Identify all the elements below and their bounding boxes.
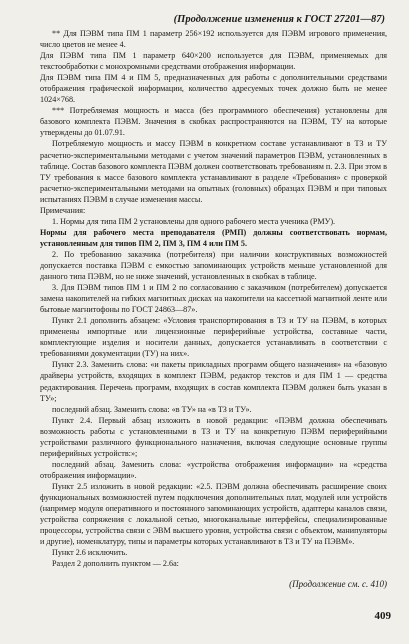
page-header: (Продолжение изменения к ГОСТ 27201—87) — [173, 14, 385, 25]
document-body — [40, 28, 387, 590]
body-paragraph: последний абзац. Заменить слова: «устройства отображения информации» на «средства отображения информации». — [40, 459, 387, 480]
continuation-note: (Продолжение см. с. 410) — [289, 579, 387, 590]
body-paragraph: Пункт 2.5 изложить в новой редакции: «2.5. ПЭВМ должна обеспечивать расширение своих функциональных возможностей путем подключения дополнительных плат, модулей или устройств (например модуля оперативного и постоянного запоминающих устройств, адаптеры каналов связи, устройства сопряжения с локальной сетью, многоканальные интерфейсы, специализированные процессоры, устройства связи с ЭВМ высшего уровня, устройства связи с объектом, манипуляторы и другие), номенклатуру, типы и параметры которых устанавливают в ТЗ и ТУ на ПЭВМ». — [40, 481, 387, 547]
note-paragraph: 2. По требованию заказчика (потребителя) при наличии конструктивных возможностей допускается поставка ПЭВМ с емкостью запоминающих устройств меньше установленной для данного типа ПЭВМ, но не ниже значений, установленных в скобках в таблице. — [40, 249, 387, 282]
body-paragraph: Пункт 2.6 исключить. — [52, 548, 128, 558]
body-paragraph: Пункт 2.4. Первый абзац изложить в новой редакции: «ПЭВМ должна обеспечивать возможность работы с установленными в ТЗ и ТУ на конкретную ПЭВМ периферийными устройствами различного функционального назначения, включая следующие основные группы периферийных устройств:»; — [40, 415, 387, 458]
footnote-paragraph: ** Для ПЭВМ типа ПМ 1 параметр 256×192 используется для ПЭВМ игрового применения, число цветов не менее 4. — [40, 29, 387, 50]
body-paragraph: Пункт 2.3. Заменить слова: «и пакеты прикладных программ общего назначения» на «базовую драйверы устройств, входящих в комплект ПЭВМ, редактор текстов и для ПМ 1 — средства редактирования. Перечень программ, входящих в состав комплекта ПЭВМ должен быть указан в ТУ»; — [40, 360, 387, 403]
page-number: 409 — [374, 610, 391, 622]
footnote-paragraph: Для ПЭВМ типа ПМ 4 и ПМ 5, предназначенных для работы с дополнительными средствами отображения графической информации, количество адресуемых точек должно быть не менее 1024×768. — [40, 73, 387, 105]
note-paragraph: 3. Для ПЭВМ типов ПМ 1 и ПМ 2 по согласованию с заказчиком (потребителем) допускается замена накопителей на гибких магнитных дисках на накопители на кассетной магнитной ленте или бытовые магнитофоны по ГОСТ 24863—87». — [40, 283, 387, 315]
body-paragraph: Пункт 2.1 дополнить абзацем: «Условия транспортирования в ТЗ и ТУ на ПЭВМ, в которых применены импортные или лицензионные периферийные устройства, составные части, комплектующие изделия и носители данных, допускается устанавливать в соответствии с требованиями документации (ТУ) на них». — [40, 316, 387, 359]
note-paragraph: 1. Нормы для типа ПМ 2 установлены для одного рабочего места ученика (РМУ). — [52, 216, 336, 226]
body-paragraph: последний абзац. Заменить слова: «в ТУ» на «в ТЗ и ТУ». — [52, 404, 252, 414]
footnote-paragraph: Для ПЭВМ типа ПМ 1 параметр 640×200 используется для ПЭВМ, применяемых для текстообработки с монохромными средствами отображения информации. — [40, 51, 387, 72]
note-paragraph: Нормы для рабочего места преподавателя (РМП) должны соответствовать нормам, установленным для типов ПМ 2, ПМ 3, ПМ 4 или ПМ 5. — [40, 227, 387, 248]
notes-heading: Примечания: — [40, 205, 86, 215]
body-paragraph: Потребляемую мощность и массу ПЭВМ в конкретном составе устанавливают в ТЗ и ТУ расчетно-экспериментальными методами с учетом значений параметров ПЭВМ, установленных в таблице. Состав базового комплекта ПЭВМ должен соответствовать требованиям п. 2.3. При этом в ТУ требования к массе базового комплекта устанавливают в разделе «Требования» с проверкой расчетно-экспериментальными методами на опытных (головных) образцах ПЭВМ и при типовых испытаниях ПЭВМ в случае изменения массы. — [40, 139, 387, 204]
body-paragraph: Раздел 2 дополнить пунктом — 2.6а: — [52, 559, 179, 569]
footnote-paragraph: *** Потребляемая мощность и масса (без программного обеспечения) установлены для базового комплекта ПЭВМ. Значения в скобках распространяются на ПЭВМ, ТУ на которые утверждены до 01.07.91. — [40, 106, 387, 138]
